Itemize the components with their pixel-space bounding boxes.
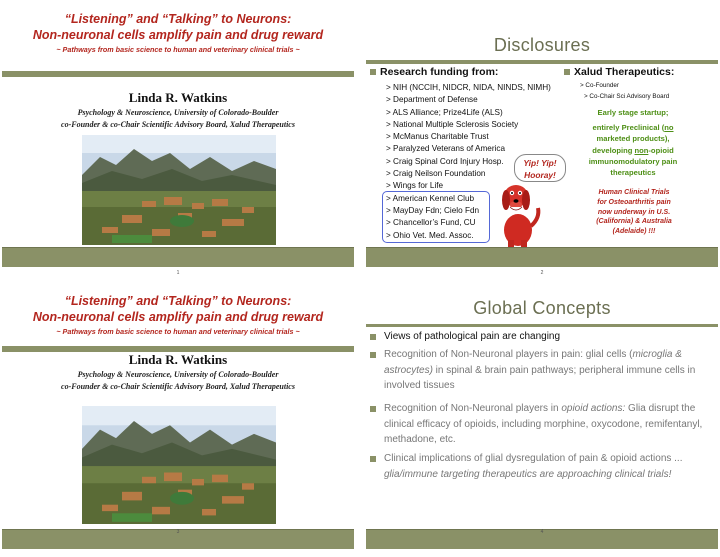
list-item: > ALS Alliance; Prize4Life (ALS)	[386, 107, 503, 117]
list-item: > Ohio Vet. Med. Assoc.	[386, 230, 474, 240]
list-item: > Department of Defense	[386, 95, 478, 105]
slide-heading: Disclosures	[493, 35, 591, 55]
divider-bar	[366, 60, 718, 64]
list-item: > Craig Neilson Foundation	[386, 169, 486, 179]
page-number-1: 1	[176, 270, 180, 276]
bullet-item: Recognition of Non-Neuronal players in pain: glial cells (microglia & astrocytes) in spinal & brain pain pathways; peripheral immune cells in involved tissues	[370, 347, 704, 394]
slide-disclosures	[366, 2, 718, 267]
slide-title-line2: Non-neuronal cells amplify pain and drug reward	[32, 310, 324, 324]
xalud-role-1: > Co-Founder	[580, 82, 620, 89]
slide-subtitle: ~ Pathways from basic science to human and veterinary clinical trials ~	[56, 45, 300, 54]
bullet-square-icon	[370, 69, 376, 75]
slide-subtitle: ~ Pathways from basic science to human and veterinary clinical trials ~	[56, 327, 300, 336]
list-item: > Paralyzed Veterans of America	[386, 144, 506, 154]
bullet-item: Views of pathological pain are changing	[370, 329, 704, 345]
xalud-role-2: > Co-Chair Sci Advisory Board	[584, 93, 670, 100]
red-dog-icon	[494, 178, 544, 252]
bullet-square-icon	[564, 69, 570, 75]
bullet-square-icon	[370, 334, 376, 340]
list-item: > National Multiple Sclerosis Society	[386, 119, 519, 129]
list-item: > Chancellor’s Fund, CU	[386, 218, 476, 228]
startup-note: Early stage startup; entirely Preclinical (no marketed products), developing non-opioid immunomodulatory pain therapeutics	[588, 108, 678, 178]
boulder-campus-photo	[82, 135, 276, 245]
page-number-2: 2	[540, 270, 544, 276]
slide-global-concepts	[366, 284, 718, 549]
slide-footer	[366, 247, 718, 267]
bullet-square-icon	[370, 352, 376, 358]
slide-footer	[2, 247, 354, 267]
list-item: > American Kennel Club	[386, 193, 475, 203]
affiliation-2: co-Founder & co-Chair Scientific Advisory Board, Xalud Therapeutics	[61, 382, 295, 391]
divider-bar	[2, 71, 354, 77]
affiliation-1: Psychology & Neuroscience, University of Colorado-Boulder	[77, 370, 279, 379]
page-number-4: 4	[540, 529, 544, 535]
bullet-square-icon	[370, 456, 376, 462]
page-number-3: 3	[176, 529, 180, 535]
divider-bar	[366, 324, 718, 327]
slide-title-line2: Non-neuronal cells amplify pain and drug reward	[32, 28, 324, 42]
list-item: > Craig Spinal Cord Injury Hosp.	[386, 156, 504, 166]
speech-bubble: Yip! Yip! Hooray!	[514, 154, 566, 182]
list-item: > Wings for Life	[386, 181, 444, 191]
author-name: Linda R. Watkins	[128, 352, 228, 367]
boulder-campus-photo	[82, 406, 276, 524]
clinical-trials-note: Human Clinical Trials for Osteoarthritis pain now underway in U.S. (California) & Australia (Adelaide) !!!	[596, 189, 672, 236]
list-item: > MayDay Fdn; Cielo Fdn	[386, 205, 480, 215]
slide-title-2	[2, 284, 354, 549]
bullet-square-icon	[370, 406, 376, 412]
list-item: > McManus Charitable Trust	[386, 132, 489, 142]
slide-title-line1: “Listening” and “Talking” to Neurons:	[64, 12, 292, 26]
affiliation-2: co-Founder & co-Chair Scientific Advisory Board, Xalud Therapeutics	[61, 120, 295, 129]
slide-title-line1: “Listening” and “Talking” to Neurons:	[64, 294, 292, 308]
funding-heading: Research funding from:	[370, 66, 498, 78]
highlight-box	[382, 191, 490, 243]
affiliation-1: Psychology & Neuroscience, University of Colorado-Boulder	[77, 108, 279, 117]
author-name: Linda R. Watkins	[128, 90, 228, 105]
list-item: > NIH (NCCIH, NIDCR, NIDA, NINDS, NIMH)	[386, 83, 551, 92]
slide-heading: Global Concepts	[473, 298, 611, 318]
slide-title-1	[2, 2, 354, 267]
bullet-item: Recognition of Non-Neuronal players in opioid actions: Glia disrupt the clinical efficacy of opioids, including morphine, oxycodone, remifentanyl, methadone, etc.	[370, 401, 704, 448]
xalud-heading: Xalud Therapeutics:	[564, 66, 674, 78]
bullet-item: Clinical implications of glial dysregulation of pain & opioid actions ... glia/immune targeting therapeutics are approaching clinical trials!	[370, 451, 704, 482]
